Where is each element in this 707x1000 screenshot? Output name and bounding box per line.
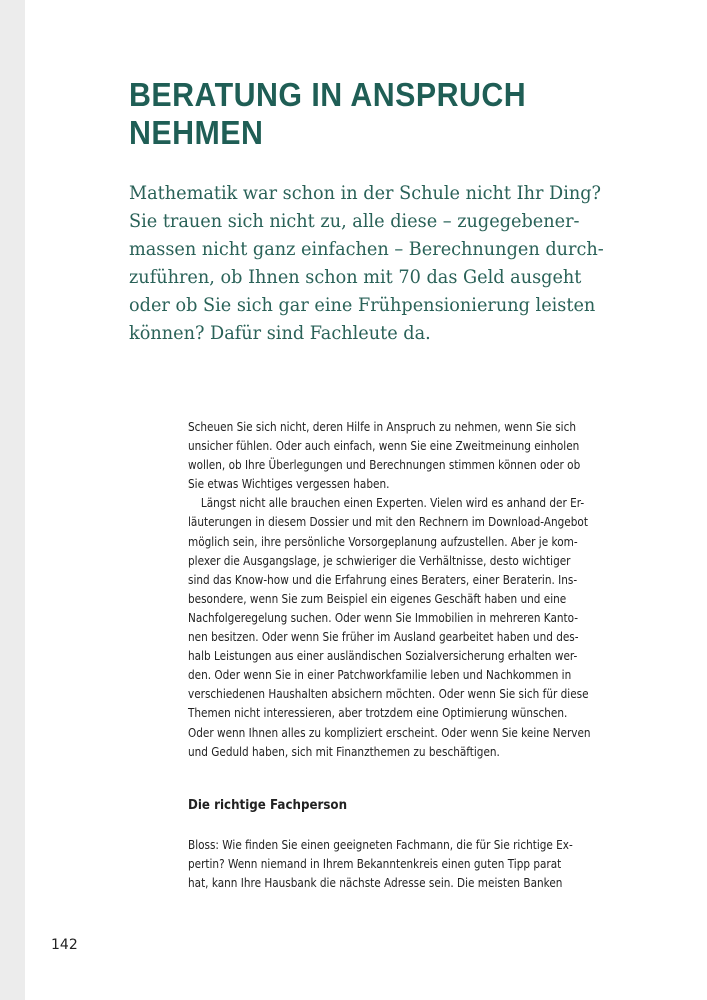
body-line: halb Leistungen aus einer ausländischen Sozialversicherung erhalten wer- [188,649,578,664]
lead-line: können? Dafür sind Fachleute da. [129,322,431,344]
body-line: Oder wenn Ihnen alles zu kompliziert erscheint. Oder wenn Sie keine Nerven [188,725,591,740]
body-line: besondere, wenn Sie zum Beispiel ein eigenes Geschäft haben und eine [188,591,567,606]
body-line: Längst nicht alle brauchen einen Experten. Vielen wird es anhand der Er- [200,496,585,511]
body-line: pertin? Wenn niemand in Ihrem Bekanntenkreis einen guten Tipp parat [188,857,562,872]
chapter-title-line: NEHMEN [129,114,264,151]
body-line: läuterungen in diesem Dossier und mit den Rechnern im Download-Angebot [188,515,588,530]
body-line: Scheuen Sie sich nicht, deren Hilfe in Anspruch zu nehmen, wenn Sie sich [188,420,576,434]
body-line: unsicher fühlen. Oder auch einfach, wenn Sie eine Zweitmeinung einholen [188,439,580,454]
lead-line: massen nicht ganz einfachen – Berechnungen durch- [129,238,604,260]
body-line: Bloss: Wie finden Sie einen geeigneten Fachmann, die für Sie richtige Ex- [188,838,573,852]
body-line: verschiedenen Haushalten absichern möchten. Oder wenn Sie sich für diese [188,687,589,702]
body-line: hat, kann Ihre Hausbank die nächste Adresse sein. Die meisten Banken [188,876,563,891]
chapter-title-line: BERATUNG IN ANSPRUCH [129,76,527,113]
lead-paragraph [129,179,604,347]
page-gutter [0,0,25,1000]
document-page [25,0,707,1000]
body-line: Sie etwas Wichtiges vergessen haben. [188,477,390,492]
body-line: wollen, ob Ihre Überlegungen und Berechnungen stimmen können oder ob [188,458,581,473]
lead-line: zuführen, ob Ihnen schon mit 70 das Geld ausgeht [129,266,582,288]
lead-line: oder ob Sie sich gar eine Frühpensionierung leisten [129,294,596,316]
section-body-text [188,836,630,893]
body-line: den. Oder wenn Sie in einer Patchworkfamilie leben und Nachkommen in [188,668,572,683]
chapter-title [129,76,607,152]
body-line: und Geduld haben, sich mit Finanzthemen zu beschäftigen. [188,744,500,759]
lead-line: Sie trauen sich nicht zu, alle diese – zugegebener- [129,210,580,232]
body-line: Themen nicht interessieren, aber trotzdem eine Optimierung wünschen. [188,706,568,721]
section-subheading: Die richtige Fachperson [188,797,348,813]
body-line: sind das Know-how und die Erfahrung eines Beraters, einer Beraterin. Ins- [188,572,578,587]
page-number: 142 [51,937,78,953]
body-line: plexer die Ausgangslage, je schwieriger die Verhältnisse, desto wichtiger [188,553,571,568]
body-text [188,418,630,762]
body-line: nen besitzen. Oder wenn Sie früher im Ausland gearbeitet haben und des- [188,630,579,645]
body-line: möglich sein, ihre persönliche Vorsorgeplanung aufzustellen. Aber je kom- [188,534,578,549]
lead-line: Mathematik war schon in der Schule nicht Ihr Ding? [129,182,602,204]
body-line: Nachfolgeregelung suchen. Oder wenn Sie Immobilien in mehreren Kanto- [188,610,579,625]
